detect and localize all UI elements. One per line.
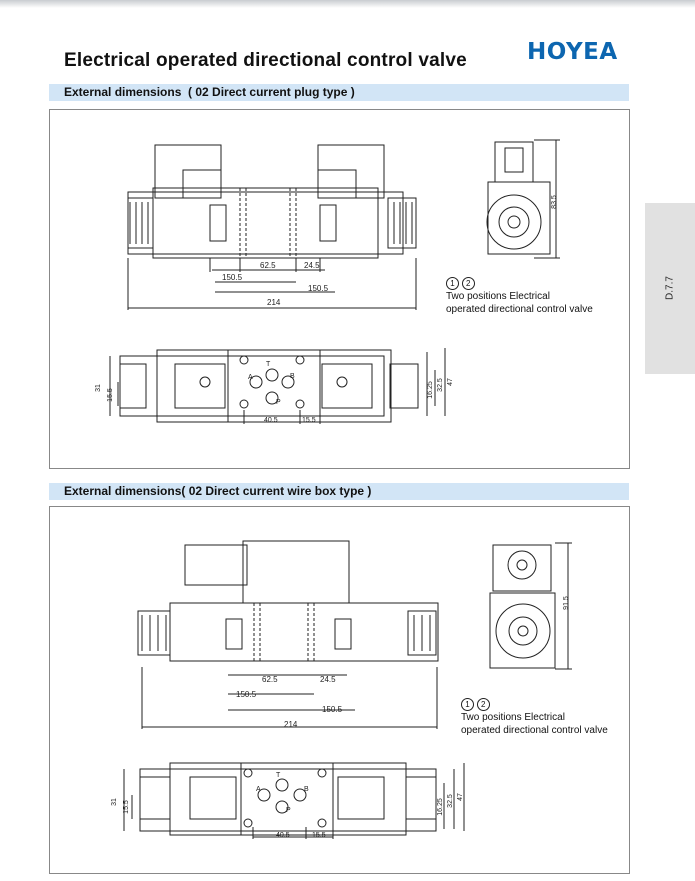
dim-32-5: 32.5 <box>447 794 454 808</box>
front-view <box>138 541 438 729</box>
dim-15-5-h: 15.5 <box>312 832 326 839</box>
section-heading-bar <box>49 84 629 101</box>
dim-15-5-v: 15.5 <box>107 388 114 402</box>
top-rule <box>0 0 695 8</box>
side-view <box>487 140 560 258</box>
note-line-1: Two positions Electrical <box>461 712 565 723</box>
circle-2: 2 <box>462 277 475 290</box>
note-line-1: Two positions Electrical <box>446 291 550 302</box>
position-circles <box>461 698 608 711</box>
side-view <box>490 543 572 669</box>
note-line-2: operated directional control valve <box>446 304 593 315</box>
dim-31: 31 <box>95 384 102 392</box>
dim-91-5: 91.5 <box>563 596 570 610</box>
front-view <box>128 145 416 310</box>
dim-150-5-a: 150.5 <box>236 690 257 699</box>
dim-150-5-b: 150.5 <box>322 705 343 714</box>
drawing-panel-wirebox <box>49 506 630 874</box>
top-view <box>110 348 445 424</box>
dim-32-5: 32.5 <box>437 378 444 392</box>
brand-logo: HOYEA <box>527 39 618 65</box>
dim-24-5: 24.5 <box>304 261 320 270</box>
dim-214: 214 <box>267 298 281 307</box>
port-p: P <box>286 807 291 814</box>
section-heading: External dimensions ( 02 Direct current plug type ) <box>64 85 355 99</box>
top-view <box>124 763 464 839</box>
dim-214: 214 <box>284 720 298 729</box>
port-a: A <box>256 786 261 793</box>
position-note <box>461 698 608 737</box>
port-t: T <box>266 361 271 368</box>
dim-150-5-b: 150.5 <box>308 284 329 293</box>
port-a: A <box>248 374 253 381</box>
dim-83-5: 83.5 <box>551 195 558 209</box>
position-note <box>446 277 593 316</box>
section-heading-bar <box>49 483 629 500</box>
dim-47: 47 <box>457 793 464 801</box>
circle-1: 1 <box>446 277 459 290</box>
dim-16-25: 16.25 <box>437 798 444 816</box>
dim-24-5: 24.5 <box>320 675 336 684</box>
dim-16-25: 16.25 <box>427 381 434 399</box>
circle-2: 2 <box>477 698 490 711</box>
circle-1: 1 <box>461 698 474 711</box>
page-title: Electrical operated directional control valve <box>64 50 467 71</box>
port-b: B <box>304 786 309 793</box>
page-index-label: D.7.7 <box>664 276 676 300</box>
dim-62-5: 62.5 <box>260 261 276 270</box>
dim-40-5: 40.5 <box>276 832 290 839</box>
wirebox-type-drawing <box>50 507 629 873</box>
dim-31: 31 <box>111 798 118 806</box>
dim-62-5: 62.5 <box>262 675 278 684</box>
section-heading: External dimensions( 02 Direct current wire box type ) <box>64 484 372 498</box>
port-b: B <box>290 373 295 380</box>
dim-15-5-v: 15.5 <box>123 800 130 814</box>
dim-40-5: 40.5 <box>264 417 278 424</box>
position-circles <box>446 277 593 290</box>
dim-47: 47 <box>447 378 454 386</box>
dim-150-5-a: 150.5 <box>222 273 243 282</box>
note-line-2: operated directional control valve <box>461 725 608 736</box>
dim-15-5-h: 15.5 <box>302 417 316 424</box>
port-p: P <box>276 399 281 406</box>
page-index-tab <box>645 203 695 374</box>
port-t: T <box>276 772 281 779</box>
